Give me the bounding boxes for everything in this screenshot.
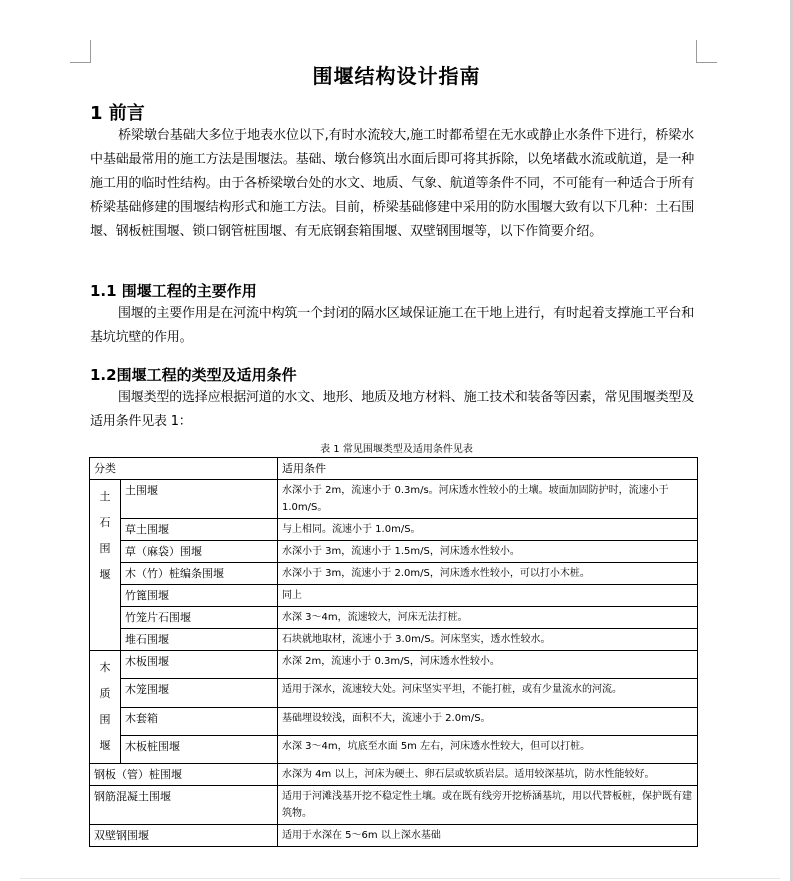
type-cell: 堆石围堰 bbox=[121, 629, 278, 651]
table-row bbox=[90, 735, 698, 763]
table-row bbox=[90, 607, 698, 629]
type-cell: 钢板（管）桩围堰 bbox=[90, 764, 278, 786]
condition-cell: 与上相同。流速小于 1.0m/S。 bbox=[278, 519, 698, 541]
section-paragraph-1: 桥梁墩台基础大多位于地表水位以下,有时水流较大,施工时都希望在无水或静止水条件下进行，桥梁水中基础最常用的施工方法是围堰法。基础、墩台修筑出水面后即可将其拆除，以免堵截水流或航道，是一种施工用的临时性结构。由于各桥梁墩台处的水文、地质、气象、航道等条件不同，不可能有一种适合于所有桥梁基础修建的围堰结构形式和施工方法。目前，桥梁基础修建中采用的防水围堰大致有以下几种：土石围堰、钢板桩围堰、锁口钢管桩围堰、有无底钢套箱围堰、双壁钢围堰等，以下作简要介绍。 bbox=[90, 128, 694, 239]
document-title: 围堰结构设计指南 bbox=[312, 64, 481, 88]
type-cell: 木板围堰 bbox=[121, 651, 278, 679]
type-cell: 竹笼片石围堰 bbox=[121, 607, 278, 629]
type-cell: 木套箱 bbox=[121, 707, 278, 735]
table-row bbox=[90, 519, 698, 541]
condition-cell: 适用于深水，流速较大处。河床坚实平坦，不能打桩，或有少量流水的河流。 bbox=[278, 679, 698, 707]
section-paragraph-1-2: 围堰类型的选择应根据河道的水文、地形、地质及地方材料、施工技术和装备等因素，常见围堰类型及适用条件见表 1： bbox=[90, 390, 695, 429]
table-row bbox=[90, 786, 698, 825]
type-cell: 竹篦围堰 bbox=[121, 585, 278, 607]
condition-cell: 水深为 4m 以上，河床为硬土、卵石层或软质岩层。适用较深基坑，防水性能较好。 bbox=[278, 764, 698, 786]
condition-cell: 水深 2m，流速小于 0.3m/S，河床透水性较小。 bbox=[278, 651, 698, 679]
condition-cell: 适用于水深在 5～6m 以上深水基础 bbox=[278, 825, 698, 847]
header-category: 分类 bbox=[90, 458, 278, 480]
condition-cell: 石块就地取材，流速小于 3.0m/S。河床坚实，透水性较水。 bbox=[278, 629, 698, 651]
table-row bbox=[90, 679, 698, 707]
condition-cell: 同上 bbox=[278, 585, 698, 607]
type-cell: 木（竹）桩编条围堰 bbox=[121, 563, 278, 585]
condition-cell: 基础埋设较浅，面积不大，流速小于 2.0m/S。 bbox=[278, 707, 698, 735]
table-row bbox=[90, 585, 698, 607]
page-bottom-edge bbox=[20, 878, 780, 879]
table-row bbox=[90, 825, 698, 847]
table-row bbox=[90, 707, 698, 735]
type-cell: 钢筋混凝土围堰 bbox=[90, 786, 278, 825]
condition-cell: 适用于河滩浅基开挖不稳定性土壤。或在既有线旁开挖桥涵基坑，用以代替板桩，保护既有建筑物。 bbox=[278, 786, 698, 825]
section-paragraph-1-1: 围堰的主要作用是在河流中构筑一个封闭的隔水区域保证施工在干地上进行，有时起着支撑施工平台和基坑坑壁的作用。 bbox=[90, 306, 695, 345]
type-cell: 土围堰 bbox=[121, 480, 278, 519]
condition-cell: 水深小于 3m，流速小于 1.5m/S，河床透水性较小。 bbox=[278, 541, 698, 563]
table-header-row bbox=[90, 458, 698, 480]
table-row bbox=[90, 480, 698, 519]
table-caption: 表 1 常见围堰类型及适用条件见表 bbox=[320, 444, 473, 455]
section-heading-1-1: 1.1 围堰工程的主要作用 bbox=[90, 282, 257, 300]
header-conditions: 适用条件 bbox=[278, 458, 698, 480]
table-row bbox=[90, 764, 698, 786]
type-cell: 双壁钢围堰 bbox=[90, 825, 278, 847]
condition-cell: 水深小于 2m，流速小于 0.3m/s。河床透水性较小的土壤。坡面加固防护时，流速小于 1.0m/S。 bbox=[278, 480, 698, 519]
table-row bbox=[90, 651, 698, 679]
condition-cell: 水深 3～4m，坑底至水面 5m 左右，河床透水性较大，但可以打桩。 bbox=[278, 735, 698, 763]
table-row bbox=[90, 563, 698, 585]
type-cell: 草土围堰 bbox=[121, 519, 278, 541]
type-cell: 木板桩围堰 bbox=[121, 735, 278, 763]
group-label-timber: 木 质 围 堰 bbox=[90, 651, 121, 764]
table-row bbox=[90, 541, 698, 563]
cofferdam-types-table bbox=[89, 457, 698, 847]
type-cell: 木笼围堰 bbox=[121, 679, 278, 707]
type-cell: 草（麻袋）围堰 bbox=[121, 541, 278, 563]
section-heading-1-2: 1.2围堰工程的类型及适用条件 bbox=[90, 366, 297, 384]
condition-cell: 水深小于 3m，流速小于 2.0m/S，河床透水性较小，可以打小木桩。 bbox=[278, 563, 698, 585]
table-row bbox=[90, 629, 698, 651]
condition-cell: 水深 3～4m，流速较大，河床无法打桩。 bbox=[278, 607, 698, 629]
group-label-earth-rock: 土 石 围 堰 bbox=[90, 480, 121, 651]
section-heading-1: 1 前言 bbox=[90, 103, 145, 124]
